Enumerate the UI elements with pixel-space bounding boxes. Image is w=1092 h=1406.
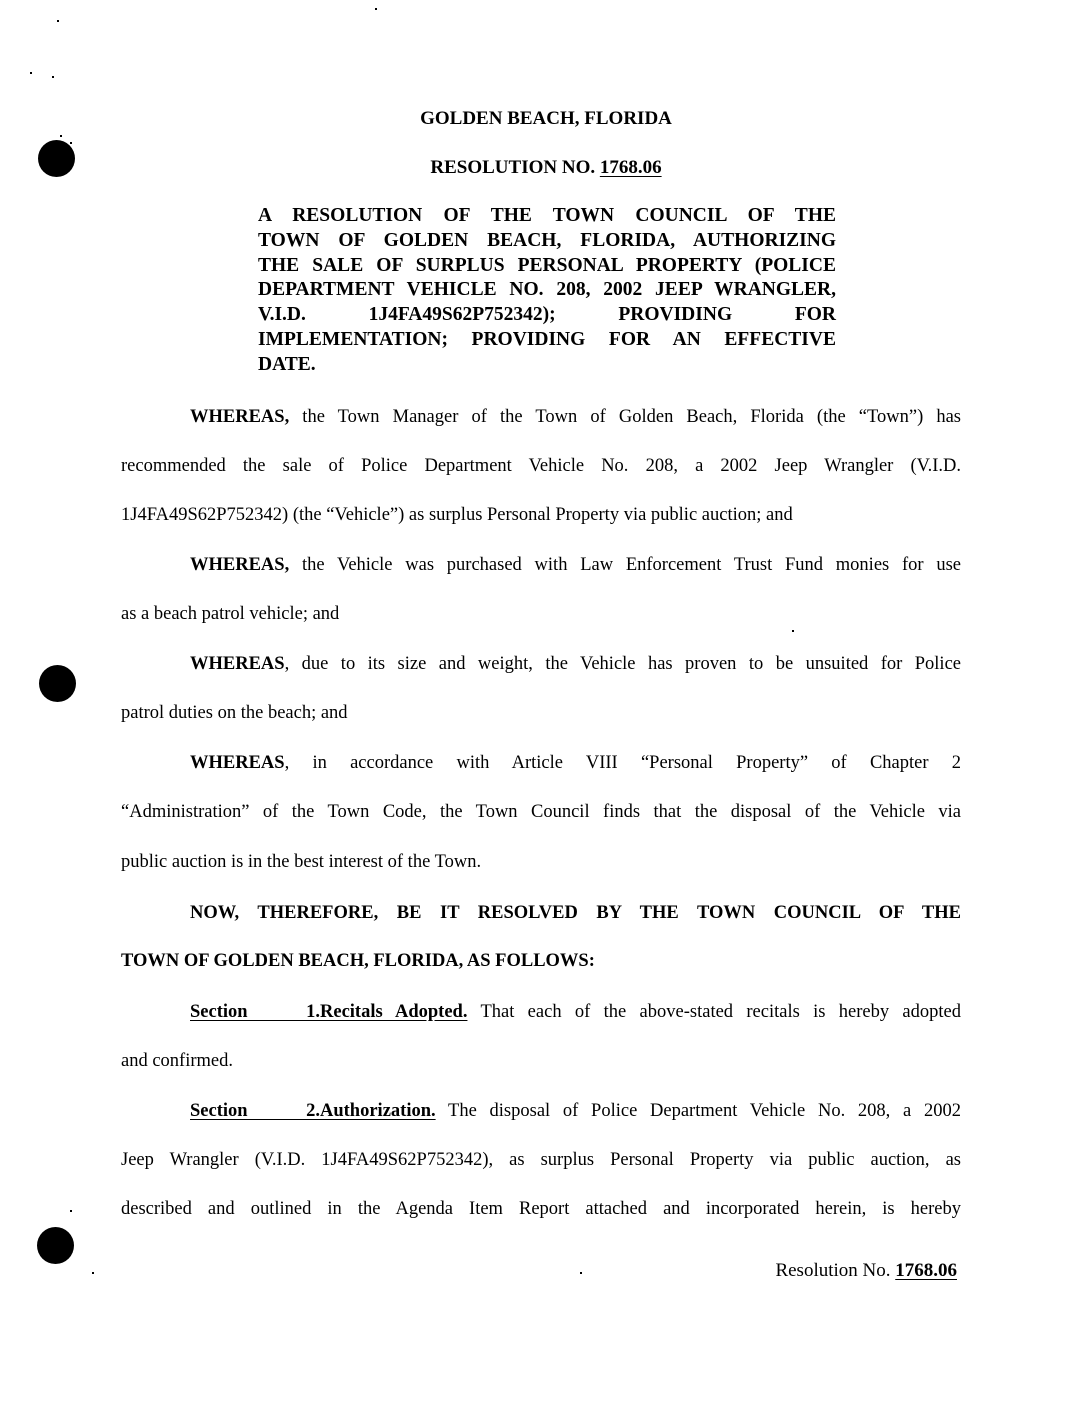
recital-text: the Town Manager of the Town of Golden Beach, Florida (the “Town”) has — [289, 407, 961, 427]
recital-2-line-1 — [121, 554, 961, 576]
recital-4-line-1 — [121, 752, 961, 774]
whereas-keyword: WHEREAS, — [190, 407, 290, 427]
recital-3-line-2: patrol duties on the beach; and — [121, 703, 348, 723]
section-2-line-1 — [121, 1100, 961, 1122]
recital-4-line-2: “Administration” of the Town Code, the Town Council finds that the disposal of the Vehicle via — [121, 802, 961, 822]
scan-speck — [52, 76, 54, 78]
scan-speck — [70, 1210, 72, 1212]
resolution-number: 1768.06 — [599, 157, 662, 178]
section-label: Section 1. — [190, 1002, 320, 1022]
section-heading: Authorization. — [320, 1101, 436, 1121]
recital-1-line-2: recommended the sale of Police Department Vehicle No. 208, a 2002 Jeep Wrangler (V.I.D. — [121, 456, 961, 476]
scan-speck — [70, 142, 72, 144]
municipality-name: GOLDEN BEACH, FLORIDA — [420, 108, 672, 129]
recital-1-line-3: 1J4FA49S62P752342) (the “Vehicle”) as surplus Personal Property via public auction; and — [121, 505, 793, 525]
title-line: DATE. — [258, 353, 316, 375]
section-text: That each of the above-stated recitals is hereby adopted — [480, 1002, 961, 1022]
recital-text: , in accordance with Article VIII “Personal Property” of Chapter 2 — [284, 753, 961, 773]
resolved-clause-line-2: TOWN OF GOLDEN BEACH, FLORIDA, AS FOLLOWS: — [121, 951, 595, 971]
scan-speck — [580, 1272, 582, 1274]
scan-speck — [57, 20, 59, 22]
scan-speck — [60, 135, 62, 137]
title-line: V.I.D. 1J4FA49S62P752342); PROVIDING FOR — [258, 304, 836, 326]
resolution-heading — [0, 157, 1092, 179]
hole-punch-bottom — [37, 1227, 74, 1264]
title-line: TOWN OF GOLDEN BEACH, FLORIDA, AUTHORIZING — [258, 229, 836, 251]
title-line: THE SALE OF SURPLUS PERSONAL PROPERTY (POLICE — [258, 254, 836, 276]
section-text: The disposal of Police Department Vehicle No. 208, a 2002 — [448, 1101, 961, 1121]
recital-text: the Vehicle was purchased with Law Enforcement Trust Fund monies for use — [289, 555, 961, 575]
footer-prefix: Resolution No. — [775, 1260, 896, 1281]
title-line: A RESOLUTION OF THE TOWN COUNCIL OF THE — [258, 205, 836, 226]
scan-speck — [30, 72, 32, 74]
section-2-line-2: Jeep Wrangler (V.I.D. 1J4FA49S62P752342), as surplus Personal Property via public auction, as — [121, 1150, 961, 1170]
resolution-prefix: RESOLUTION NO. — [430, 157, 600, 178]
recital-3-line-1 — [121, 653, 961, 675]
section-heading: Recitals Adopted. — [320, 1002, 468, 1022]
hole-punch-middle — [39, 665, 76, 702]
scan-speck — [375, 8, 377, 10]
resolved-clause-line-1: NOW, THEREFORE, BE IT RESOLVED BY THE TOWN COUNCIL OF THE — [190, 903, 961, 923]
section-1-line-1 — [121, 1001, 961, 1023]
resolution-title — [258, 204, 836, 378]
recital-4-line-3: public auction is in the best interest of the Town. — [121, 852, 482, 872]
title-line: DEPARTMENT VEHICLE NO. 208, 2002 JEEP WRANGLER, — [258, 279, 836, 301]
scan-speck — [792, 630, 794, 632]
section-1-line-2: and confirmed. — [121, 1051, 233, 1071]
title-line: IMPLEMENTATION; PROVIDING FOR AN EFFECTIVE — [258, 328, 836, 350]
section-label: Section 2. — [190, 1101, 320, 1121]
recital-text: , due to its size and weight, the Vehicle has proven to be unsuited for Police — [284, 654, 961, 674]
footer-resolution-number: 1768.06 — [895, 1260, 957, 1281]
recital-2-line-2: as a beach patrol vehicle; and — [121, 604, 340, 624]
recital-1-line-1 — [121, 406, 961, 428]
scan-speck — [92, 1272, 94, 1274]
whereas-keyword: WHEREAS — [190, 654, 285, 674]
whereas-keyword: WHEREAS, — [190, 555, 290, 575]
municipality-heading — [0, 108, 1092, 130]
page-footer — [775, 1260, 957, 1282]
section-2-line-3: described and outlined in the Agenda Item Report attached and incorporated herein, is hereby — [121, 1199, 961, 1219]
whereas-keyword: WHEREAS — [190, 753, 285, 773]
